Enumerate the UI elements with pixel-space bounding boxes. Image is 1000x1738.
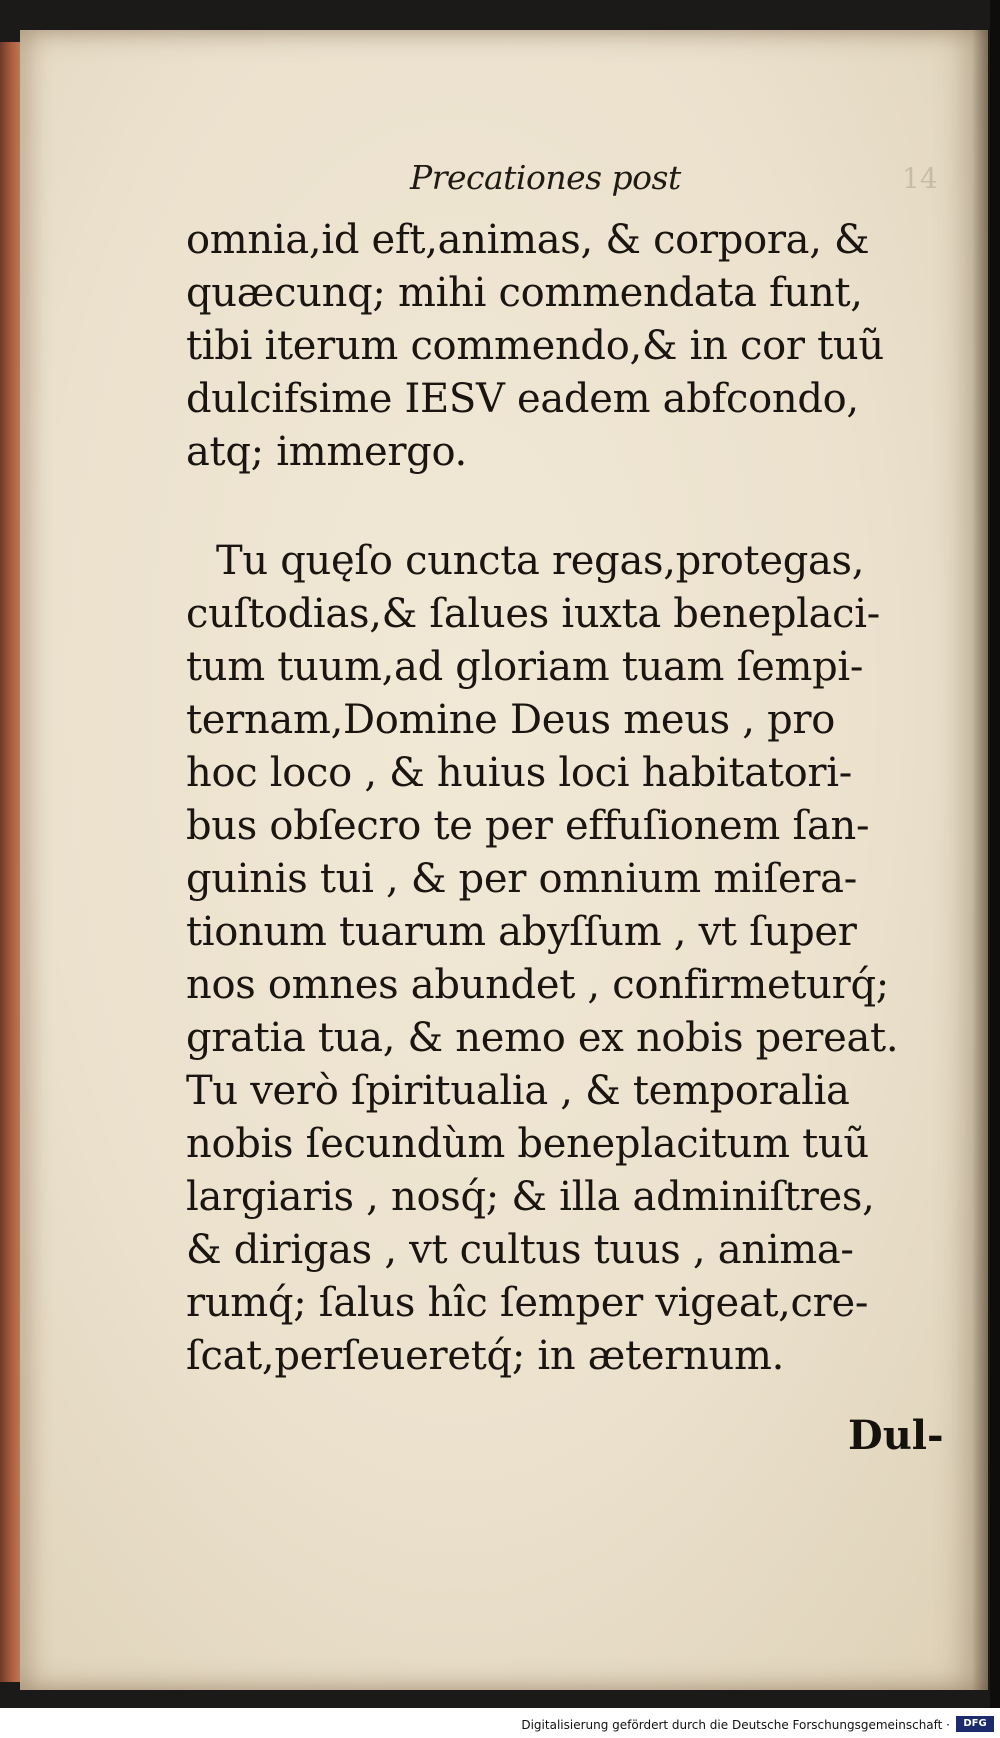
text-line: atq; immergo. — [186, 429, 467, 475]
text-line: ſcat,perſeueretq́; in æternum. — [186, 1333, 785, 1379]
text-line: hoc loco , & huius loci habitatori- — [186, 750, 852, 796]
dfg-logo-icon: DFG — [956, 1716, 994, 1732]
text-line: tionum tuarum abyſſum , vt ſuper — [186, 909, 857, 955]
text-line: omnia,id eft,animas, & corpora, & — [186, 217, 870, 263]
text-line: gratia tua, & nemo ex nobis pereat. — [186, 1015, 899, 1061]
text-line: ternam,Domine Deus meus , pro — [186, 697, 836, 743]
text-line: Tu quęſo cuncta regas,protegas, — [216, 538, 865, 584]
body-text — [186, 214, 956, 1383]
text-line: guinis tui , & per omnium miſera- — [186, 856, 857, 902]
funding-credit: Digitalisierung gefördert durch die Deutsche Forschungsgemeinschaft · — [521, 1718, 950, 1732]
text-line: quæcunq; mihi commendata funt, — [186, 270, 863, 316]
text-line: dulcifsime IESV eadem abfcondo, — [186, 376, 859, 422]
text-line: Tu verò ſpiritualia , & temporalia — [186, 1068, 850, 1114]
folio-number: 14 — [902, 162, 938, 195]
footer-band — [0, 1708, 1000, 1738]
text-line: nos omnes abundet , confirmeturq́; — [186, 962, 889, 1008]
text-line: largiaris , nosq́; & illa adminiſtres, — [186, 1174, 875, 1220]
page-gutter-shadow — [972, 30, 988, 1690]
text-line: rumq́; ſalus hîc ſemper vigeat,cre- — [186, 1280, 869, 1326]
text-line: & dirigas , vt cultus tuus , anima- — [186, 1227, 854, 1273]
text-line: cuſtodias,& ſalues iuxta beneplaci- — [186, 591, 880, 637]
running-head: Precationes post — [410, 158, 681, 197]
catchword: Dul- — [848, 1412, 944, 1459]
text-line: tibi iterum commendo,& in cor tuũ — [186, 323, 884, 369]
text-line: tum tuum,ad gloriam tuam ſempi- — [186, 644, 864, 690]
binding-edge — [990, 0, 1000, 1738]
paragraph-gap — [186, 479, 956, 535]
text-line: bus obſecro te per effuſionem ſan- — [186, 803, 870, 849]
text-line: nobis ſecundùm beneplacitum tuũ — [186, 1121, 869, 1167]
